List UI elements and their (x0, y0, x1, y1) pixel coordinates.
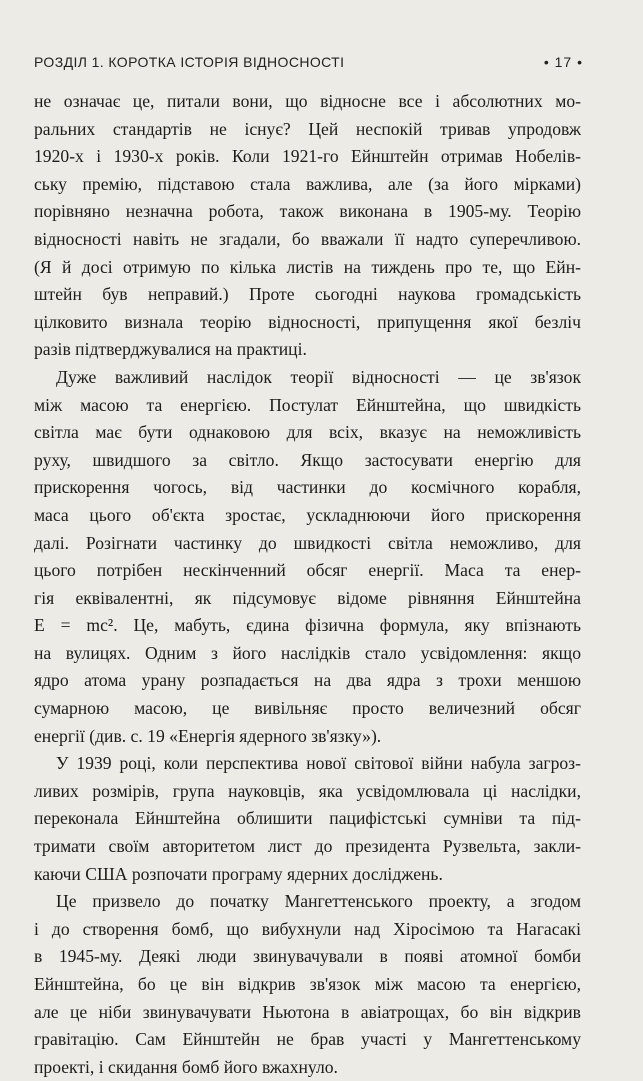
text-line: енергії (див. с. 19 «Енергія ядерного зв'язку»). (34, 725, 382, 746)
text-line: Дуже важливий наслідок теорії відносності — це зв'язок (56, 366, 581, 387)
text-line: маса цього об'єкта зростає, ускладнюючи його прискорення (34, 504, 581, 525)
text-line: разів підтверджувалися на практиці. (34, 339, 307, 360)
text-line: переконала Ейнштейна облишити пацифістські сумніви та під- (34, 808, 581, 829)
text-line: цього потрібен нескінченний обсяг енергії. Маса та енер- (34, 560, 581, 581)
text-line: ральних стандартів не існує? Цей неспокій тривав упродовж (34, 118, 581, 139)
text-line: прискорення чогось, від частинки до космічного корабля, (34, 477, 581, 498)
text-line: Ейнштейна, бо це він відкрив зв'язок між масою та енергією, (34, 974, 581, 994)
text-line: ядро атома урану розпадається на два ядра з трохи меншою (34, 670, 581, 691)
text-line: проекті, і скидання бомб його вжахнуло. (34, 1056, 338, 1077)
text-line: штейн був неправий.) Проте сьогодні наукова громадськість (34, 284, 581, 305)
text-line: руху, швидшого за світло. Якщо застосувати енергію для (34, 449, 581, 470)
running-header (34, 52, 583, 72)
paragraph-2 (34, 364, 581, 750)
text-line: гравітацію. Сам Ейнштейн не брав участі у Мангеттенському (34, 1029, 581, 1050)
body-text (34, 88, 581, 1081)
text-line: гія еквівалентні, як підсумовує відоме рівняння Ейнштейна (34, 587, 581, 608)
text-line: між масою та енергією. Постулат Ейнштейна, що швидкість (34, 394, 581, 415)
text-line: E = mc². Це, мабуть, єдина фізична формула, яку впізнають (34, 615, 581, 636)
text-line: в 1945-му. Деякі люди звинувачували в появі атомної бомби (34, 946, 581, 967)
text-line: і до створення бомб, що вибухнули над Хіросімою та Нагасакі (34, 918, 581, 939)
text-line: ську премію, підставою стала важлива, але (за його мірками) (34, 173, 581, 194)
page-number: • 17 • (543, 54, 583, 70)
text-line: Це призвело до початку Мангеттенського проекту, а згодом (56, 891, 581, 912)
text-line: ливих розмірів, група науковців, яка усвідомлювала ці наслідки, (34, 780, 581, 801)
text-line: цілковито визнала теорію відносності, припущення якої безліч (34, 311, 581, 332)
text-line: порівняно незначна робота, також виконана в 1905-му. Теорію (34, 201, 581, 222)
text-line: (Я й досі отримую по кілька листів на тиждень про те, що Ейн- (34, 256, 581, 277)
text-line: але це ніби звинувачувати Ньютона в авіатрощах, бо він відкрив (34, 1001, 581, 1022)
paragraph-1 (34, 88, 581, 364)
paragraph-3 (34, 750, 581, 888)
paragraph-4 (34, 888, 581, 1081)
chapter-title: РОЗДІЛ 1. КОРОТКА ІСТОРІЯ ВІДНОСНОСТІ (34, 54, 345, 70)
text-line: У 1939 році, коли перспектива нової світової війни набула загроз- (56, 753, 581, 774)
text-line: не означає це, питали вони, що відносне все і абсолютних мо- (34, 91, 581, 111)
text-line: каючи США розпочати програму ядерних досліджень. (34, 863, 443, 884)
text-line: далі. Розігнати частинку до швидкості світла неможливо, для (34, 532, 581, 553)
text-line: сумарною масою, це вивільняє просто величезний обсяг (34, 698, 581, 719)
text-line: відносності навіть не згадали, бо вважали її надто суперечливою. (34, 228, 581, 249)
text-line: світла має бути однаковою для всіх, вказує на неможливість (34, 422, 581, 443)
text-line: тримати своїм авторитетом лист до президента Рузвельта, закли- (34, 836, 581, 857)
text-line: 1920-х і 1930-х років. Коли 1921-го Ейнштейн отримав Нобелів- (34, 146, 581, 167)
text-line: на вулицях. Одним з його наслідків стало усвідомлення: якщо (34, 642, 581, 663)
